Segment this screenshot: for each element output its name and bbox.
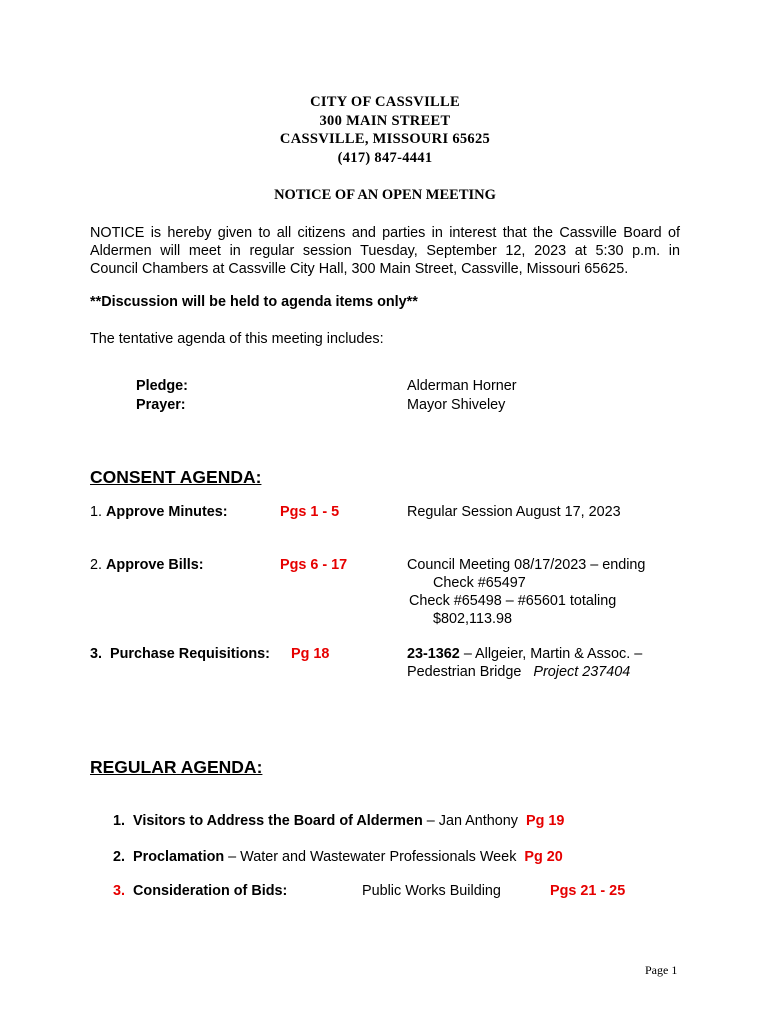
notice-line-2: Aldermen will meet in regular session Tuesday, September 12, 2023 at 5:30 p.m. in xyxy=(90,243,680,259)
consent-item-3 xyxy=(90,646,270,662)
consent-item-3-detail-1 xyxy=(407,646,642,662)
consent-item-2-detail-3: Check #65498 – #65601 totaling xyxy=(409,593,617,609)
requisition-project: Project 237404 xyxy=(533,664,631,680)
phone-number: (417) 847-4441 xyxy=(337,149,433,166)
regular-item-1 xyxy=(113,813,564,829)
consent-item-2-pages: Pgs 6 - 17 xyxy=(280,557,348,573)
regular-item-3-pages: Pgs 21 - 25 xyxy=(550,883,626,899)
consent-item-1-label: Approve Minutes: xyxy=(106,504,228,520)
requisition-description: Pedestrian Bridge xyxy=(407,664,522,680)
prayer-value: Mayor Shiveley xyxy=(407,397,506,413)
city-state-zip: CASSVILLE, MISSOURI 65625 xyxy=(279,131,491,147)
consent-item-2-number: 2 xyxy=(90,557,99,573)
consent-item-1-pages: Pgs 1 - 5 xyxy=(280,504,340,520)
regular-item-1-rest: – Jan Anthony xyxy=(422,813,518,829)
regular-item-2-label: Proclamation xyxy=(133,849,225,865)
regular-item-1-pages: Pg 19 xyxy=(525,813,565,829)
prayer-label: Prayer: xyxy=(136,397,186,413)
consent-item-1-number: 1 xyxy=(90,504,99,520)
requisition-number: 23-1362 xyxy=(407,646,460,662)
pledge-label: Pledge: xyxy=(136,378,188,394)
pledge-value: Alderman Horner xyxy=(407,378,517,394)
city-name: CITY OF CASSVILLE xyxy=(310,94,460,110)
regular-item-2-number: 2. xyxy=(113,849,126,865)
consent-item-3-detail-2 xyxy=(407,664,630,680)
consent-item-2-detail-4: $802,113.98 xyxy=(433,611,512,627)
consent-item-2-detail-2: Check #65497 xyxy=(433,575,526,591)
tentative-intro: The tentative agenda of this meeting includes: xyxy=(90,331,384,347)
regular-agenda-heading: REGULAR AGENDA: xyxy=(90,757,263,777)
notice-line-1: NOTICE is hereby given to all citizens and parties in interest that the Cassville Board of xyxy=(90,225,680,241)
regular-item-3-rest: Public Works Building xyxy=(362,883,501,899)
notice-paragraph xyxy=(90,224,680,278)
regular-item-2-rest: – Water and Wastewater Professionals Week xyxy=(224,849,517,865)
regular-item-1-number: 1. xyxy=(113,813,126,829)
street-address: 300 MAIN STREET xyxy=(319,112,451,129)
consent-item-2: 2. Approve Bills: xyxy=(90,557,204,573)
regular-item-3-label: Consideration of Bids: xyxy=(133,883,288,899)
consent-item-1: 1. Approve Minutes: xyxy=(90,504,228,520)
letterhead xyxy=(0,93,770,167)
discussion-note: **Discussion will be held to agenda items only** xyxy=(90,294,418,310)
consent-item-2-label: Approve Bills: xyxy=(106,557,204,573)
regular-item-3 xyxy=(113,883,287,899)
consent-item-3-number: 3. xyxy=(90,646,103,662)
notice-line-3: Council Chambers at Cassville City Hall, 300 Main Street, Cassville, Missouri 65625. xyxy=(90,261,629,277)
consent-agenda-heading: CONSENT AGENDA: xyxy=(90,467,262,487)
regular-item-1-label: Visitors to Address the Board of Aldermen xyxy=(133,813,423,829)
regular-item-3-number: 3. xyxy=(113,883,126,899)
consent-item-3-pages: Pg 18 xyxy=(291,646,330,662)
page-number: Page 1 xyxy=(645,963,678,977)
requisition-vendor: – Allgeier, Martin & Assoc. – xyxy=(459,646,643,662)
consent-item-1-detail: Regular Session August 17, 2023 xyxy=(407,504,621,520)
consent-item-3-label: Purchase Requisitions: xyxy=(110,646,270,662)
regular-item-2-pages: Pg 20 xyxy=(524,849,563,865)
regular-item-2 xyxy=(113,849,563,865)
consent-item-2-detail-1: Council Meeting 08/17/2023 – ending xyxy=(407,557,646,573)
notice-title: NOTICE OF AN OPEN MEETING xyxy=(274,187,496,203)
